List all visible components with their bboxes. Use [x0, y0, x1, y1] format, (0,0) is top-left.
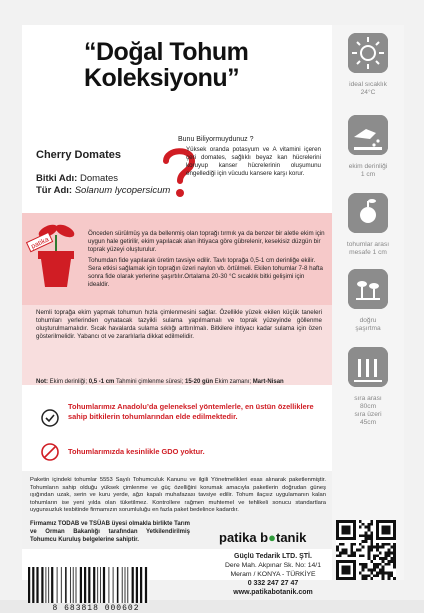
qr-module [359, 526, 362, 529]
no-gmo-claim: Tohumlarımızda kesinlikle GDO yoktur. [68, 447, 205, 456]
qr-module [359, 543, 362, 546]
certification-text: Firmamız TODAB ve TSÜAB üyesi olmakla birlikte Tarım ve Orman Bakanlığı tarafından Yetkilendirilmiş Tohumcu Kuruluş belgelerine sahiptir. [30, 521, 190, 543]
qr-module [367, 554, 370, 557]
qr-module [393, 563, 396, 566]
qr-module [376, 563, 379, 566]
barcode-bar [134, 567, 135, 603]
qr-module [370, 577, 373, 580]
qr-module [387, 574, 390, 577]
barcode-bar [36, 567, 38, 603]
barcode-bar [113, 567, 114, 603]
anatolia-claim: Tohumlarımız Anadolu’da geleneksel yöntemlerle, en üstün özelliklere sahip bitkilerin tohumlarından elde edilmektedir. [68, 402, 314, 421]
barcode-bar [76, 567, 77, 603]
barcode-bar [117, 567, 119, 603]
did-you-know-title: Bunu Biliyormuydunuz ? [178, 136, 254, 143]
barcode-bar [46, 567, 47, 603]
qr-module [385, 543, 388, 546]
flower-pot-icon [26, 215, 86, 289]
barcode-bar [125, 567, 126, 603]
qr-module [367, 569, 370, 572]
barcode-bar [119, 567, 121, 603]
barcode-bar [58, 567, 60, 603]
barcode-bar [28, 567, 30, 603]
qr-module [350, 551, 353, 554]
barcode-bar [51, 567, 53, 603]
qr-module [365, 566, 368, 569]
company-web: www.patikabotanik.com [233, 589, 313, 596]
qr-module [393, 554, 396, 557]
barcode-bar [67, 567, 69, 603]
qr-module [367, 537, 370, 540]
qr-module [385, 563, 388, 566]
barcode-bar [100, 567, 101, 603]
company-phone: 0 332 247 27 47 [247, 580, 299, 587]
qr-module [362, 523, 365, 526]
sowing-text [88, 230, 326, 292]
barcode-bar [47, 567, 48, 603]
qr-module [342, 526, 351, 535]
qr-module [390, 557, 393, 560]
seedling-icon [348, 193, 388, 233]
qr-module [336, 546, 339, 549]
qr-module [376, 546, 379, 549]
barcode-bar [106, 567, 108, 603]
qr-module [382, 526, 391, 535]
plant-name: Bitki Adı: Domates [36, 173, 118, 184]
qr-module [373, 566, 376, 569]
barcode-bar [123, 567, 124, 603]
qr-module [359, 520, 362, 523]
barcode-bar [88, 567, 90, 603]
qr-module [345, 549, 348, 552]
packet-info-text: Paketin içindeki tohumlar 5553 Sayılı Tohumculuk Kanunu ve ilgili Yönetmelikleri esas alınarak paketlenmiştir. Tohumların sahip olduğu yüksek çimlenme ve güç özelliğini korumak amacıyla paketlerin doğrudan güneş ışığından uzak, serin ve kuru yerde, ağzı kapalı muhafazası tavsiye edilir. Tohum ilaçsız uygulamanın kalan tohumların ise yeni yılda olan tüketilmez. Kontrollere rağmen muhtemel ve tehlikeli sonucu standartlara uygunsuzluk tesbitinde firmamızın sorumluluğu en fazla paket bedelince kadardır. [30, 477, 326, 514]
qr-module [390, 574, 393, 577]
barcode-bar [96, 567, 97, 603]
did-you-know-text: Yüksek oranda potasyum ve A vitamini içeren çeri domates, sağlıklı beyaz kan hücrelerini koruyup kanser hücrelerinin oluşumunu engellediği için vücudu kansere karşı korur. [186, 146, 321, 177]
qr-module [362, 534, 365, 537]
qr-module [387, 551, 390, 554]
qr-module [382, 574, 385, 577]
qr-module [379, 551, 382, 554]
qr-module [367, 551, 370, 554]
barcode-bar [31, 567, 32, 603]
qr-module [359, 534, 362, 537]
qr-module [382, 571, 385, 574]
barcode-bar [57, 567, 58, 603]
no-gmo-icon [41, 443, 59, 461]
sun-icon [348, 33, 388, 73]
barcode-bar [32, 567, 34, 603]
qr-module [373, 569, 376, 572]
sowing-paragraph: Önceden sürülmüş ya da bellenmiş olan toprağı tırmık ya da benzer bir aletle ekim için uygun hale getirilir, ekim yapılacak alan ihtiyaca göre gübrelenir, kesekisiz düzgün bir toprak yüzeyi oluşturulur. [88, 230, 325, 253]
qr-module [387, 554, 390, 557]
barcode-bar [148, 567, 149, 603]
qr-module [350, 554, 353, 557]
barcode-bar [97, 567, 98, 603]
sidebar-label: ekim derinliği 1 cm [348, 163, 388, 178]
qr-module [376, 571, 379, 574]
qr-module [387, 571, 390, 574]
qr-module [370, 523, 373, 526]
sowing-paragraph: Tohumdan fide yapılarak üretim tavsiye edilir. Tavlı toprağa 0,5-1 cm derinliğe ekilir. Sera etkisi sağlamak için toprağın üzeri naylon vb. örtülmeli. Ekilen tohumlar 7-8 hafta sonra fide olarak yerlerine şaşırtılır.Ortalama 20-30 °C sıcaklık bitki gelişimi için idealdir. [88, 257, 323, 288]
qr-module [390, 546, 393, 549]
qr-module [390, 551, 393, 554]
barcode-bar [70, 567, 71, 603]
company-name: Güçlü Tedarik LTD. ŞTİ. [234, 553, 312, 560]
qr-module [342, 566, 351, 575]
qr-module [387, 560, 390, 563]
barcode-bar [35, 567, 36, 603]
barcode-bar [54, 567, 56, 603]
barcode-bar [83, 567, 84, 603]
pot-label: patika [30, 236, 51, 251]
barcode-bar [103, 567, 105, 603]
qr-module [373, 554, 376, 557]
qr-module [367, 526, 370, 529]
barcode-bar [61, 567, 62, 603]
barcode-bar [65, 567, 67, 603]
qr-module [367, 523, 370, 526]
barcode-bar [145, 567, 147, 603]
qr-module [373, 546, 376, 549]
qr-module [385, 557, 388, 560]
barcode-bar [74, 567, 75, 603]
qr-module [359, 571, 362, 574]
barcode-bar [99, 567, 100, 603]
qr-module [367, 546, 370, 549]
qr-module [353, 543, 356, 546]
barcode-bar [91, 567, 93, 603]
qr-module [387, 563, 390, 566]
qr-module [379, 571, 382, 574]
qr-module [350, 549, 353, 552]
barcode-bar [140, 567, 142, 603]
barcode-bar [93, 567, 95, 603]
company-info [218, 552, 328, 597]
qr-module [379, 557, 382, 560]
qr-module [362, 546, 365, 549]
qr-module [370, 543, 373, 546]
qr-module [376, 549, 379, 552]
barcode-bar [73, 567, 74, 603]
qr-module [359, 563, 362, 566]
qr-module [336, 554, 339, 557]
qr-module [379, 563, 382, 566]
qr-module [393, 551, 396, 554]
check-circle-icon [41, 409, 59, 427]
qr-module [367, 534, 370, 537]
qr-module [393, 557, 396, 560]
barcode-bar [136, 567, 138, 603]
barcode-bar [127, 567, 128, 603]
care-band [22, 305, 332, 385]
qr-module [365, 577, 368, 580]
qr-module [367, 557, 370, 560]
qr-module [376, 574, 379, 577]
collection-title: “Doğal Tohum Koleksiyonu” [84, 38, 249, 92]
qr-module [382, 569, 385, 572]
qr-module [367, 549, 370, 552]
qr-module [387, 577, 390, 580]
qr-code[interactable] [336, 520, 396, 580]
qr-module [376, 554, 379, 557]
barcode-bar [109, 567, 110, 603]
qr-module [379, 569, 382, 572]
qr-module [373, 563, 376, 566]
transplant-icon [348, 269, 388, 309]
barcode-bar [80, 567, 82, 603]
qr-module [365, 531, 368, 534]
qr-module [342, 543, 345, 546]
barcode-bar [71, 567, 72, 603]
barcode-bar [139, 567, 140, 603]
barcode-bar [129, 567, 131, 603]
qr-module [393, 577, 396, 580]
qr-module [370, 560, 373, 563]
product-name: Cherry Domates [36, 149, 121, 161]
qr-module [339, 543, 342, 546]
qr-module [365, 526, 368, 529]
qr-module [350, 543, 353, 546]
barcode-bar [48, 567, 49, 603]
qr-module [353, 554, 356, 557]
qr-module [393, 543, 396, 546]
qr-module [370, 569, 373, 572]
qr-module [382, 566, 385, 569]
sidebar-label: tohumlar arası mesafe 1 cm [346, 241, 390, 256]
qr-module [362, 566, 365, 569]
company-address-2: Meram / KONYA - TÜRKİYE [230, 571, 316, 578]
qr-module [336, 549, 339, 552]
seed-hand-icon [348, 115, 388, 155]
barcode-bar [122, 567, 123, 603]
qr-module [342, 549, 345, 552]
qr-module [393, 566, 396, 569]
barcode-bar [44, 567, 45, 603]
barcode-bar [62, 567, 64, 603]
qr-module [393, 546, 396, 549]
qr-module [370, 534, 373, 537]
qr-module [385, 554, 388, 557]
qr-module [390, 571, 393, 574]
barcode-bar [84, 567, 86, 603]
qr-module [365, 534, 368, 537]
qr-module [393, 560, 396, 563]
qr-module [353, 551, 356, 554]
sidebar [332, 25, 404, 580]
qr-module [347, 554, 350, 557]
qr-module [393, 549, 396, 552]
barcode-bar [110, 567, 112, 603]
qr-module [345, 551, 348, 554]
qr-module [339, 551, 342, 554]
main-panel [22, 25, 332, 613]
qr-module [390, 560, 393, 563]
barcode-bar [41, 567, 43, 603]
qr-module [339, 554, 342, 557]
company-address-1: Dere Mah. Akpınar Sk. No: 14/1 [225, 562, 321, 569]
qr-module [365, 574, 368, 577]
qr-module [385, 571, 388, 574]
barcode-bar [77, 567, 79, 603]
barcode-bar [114, 567, 116, 603]
leaf-o-icon: ● [268, 530, 276, 545]
barcode-bar [87, 567, 88, 603]
qr-module [387, 549, 390, 552]
barcode-bar [126, 567, 127, 603]
qr-module [365, 540, 368, 543]
qr-module [382, 557, 385, 560]
qr-module [373, 557, 376, 560]
brand-logo: patika b●tanik [219, 530, 307, 545]
qr-module [370, 546, 373, 549]
qr-module [370, 531, 373, 534]
qr-module [359, 549, 362, 552]
qr-module [362, 574, 365, 577]
qr-module [362, 563, 365, 566]
qr-module [387, 543, 390, 546]
qr-module [382, 543, 385, 546]
qr-module [362, 577, 365, 580]
qr-module [376, 543, 379, 546]
barcode-number: 8 683818 000602 [52, 604, 140, 613]
qr-module [362, 569, 365, 572]
qr-module [356, 549, 359, 552]
sidebar-label: sıra arası 80cm sıra üzeri 45cm [354, 395, 382, 426]
qr-module [376, 566, 379, 569]
qr-module [367, 529, 370, 532]
qr-module [370, 549, 373, 552]
qr-module [382, 546, 385, 549]
row-spacing-icon [348, 347, 388, 387]
sidebar-label: doğru şaşırtma [355, 317, 381, 332]
qr-module [342, 551, 345, 554]
qr-module [382, 577, 385, 580]
qr-module [365, 537, 368, 540]
qr-module [382, 560, 385, 563]
qr-module [367, 574, 370, 577]
barcode-bar [132, 567, 134, 603]
barcode-bar [50, 567, 51, 603]
barcode-bar [39, 567, 41, 603]
qr-module [362, 540, 365, 543]
qr-module [370, 537, 373, 540]
qr-module [385, 551, 388, 554]
species-name: Tür Adı: Solanum lycopersicum [36, 185, 171, 196]
qr-module [370, 540, 373, 543]
barcode [26, 567, 166, 603]
care-text: Nemli toprağa ekim yapmak tohumun hızla çimlenmesini sağlar. Özellikle yüzek ekilen küçük taneleri tohumları yerlerinden oynatacak tazyikli sulama yapılmamalı ve toprak yüzeyinde göllenme oluşturulmamalıdır. Sıcak havalarda sulama sıklığı arttırılmalı. Bitkilere ihtiyacı kadar sulama için özen gösterilmelidir. Yabancı ot ve zararlılarla dikkat edilmelidir. [36, 309, 322, 340]
qr-module [373, 574, 376, 577]
barcode-bar [143, 567, 145, 603]
note-line: Not: Ekim derinliği; 0,5 -1 cm Tahmini çimlenme süresi; 15-20 gün Ekim zamanı; Mart-Nisan [36, 379, 284, 385]
qr-module [370, 520, 373, 523]
qr-module [379, 546, 382, 549]
qr-module [362, 554, 365, 557]
qr-module [370, 571, 373, 574]
qr-module [350, 546, 353, 549]
qr-module [365, 563, 368, 566]
sidebar-label: ideal sıcaklık 24°C [349, 81, 387, 96]
barcode-bar [102, 567, 103, 603]
qr-module [359, 554, 362, 557]
